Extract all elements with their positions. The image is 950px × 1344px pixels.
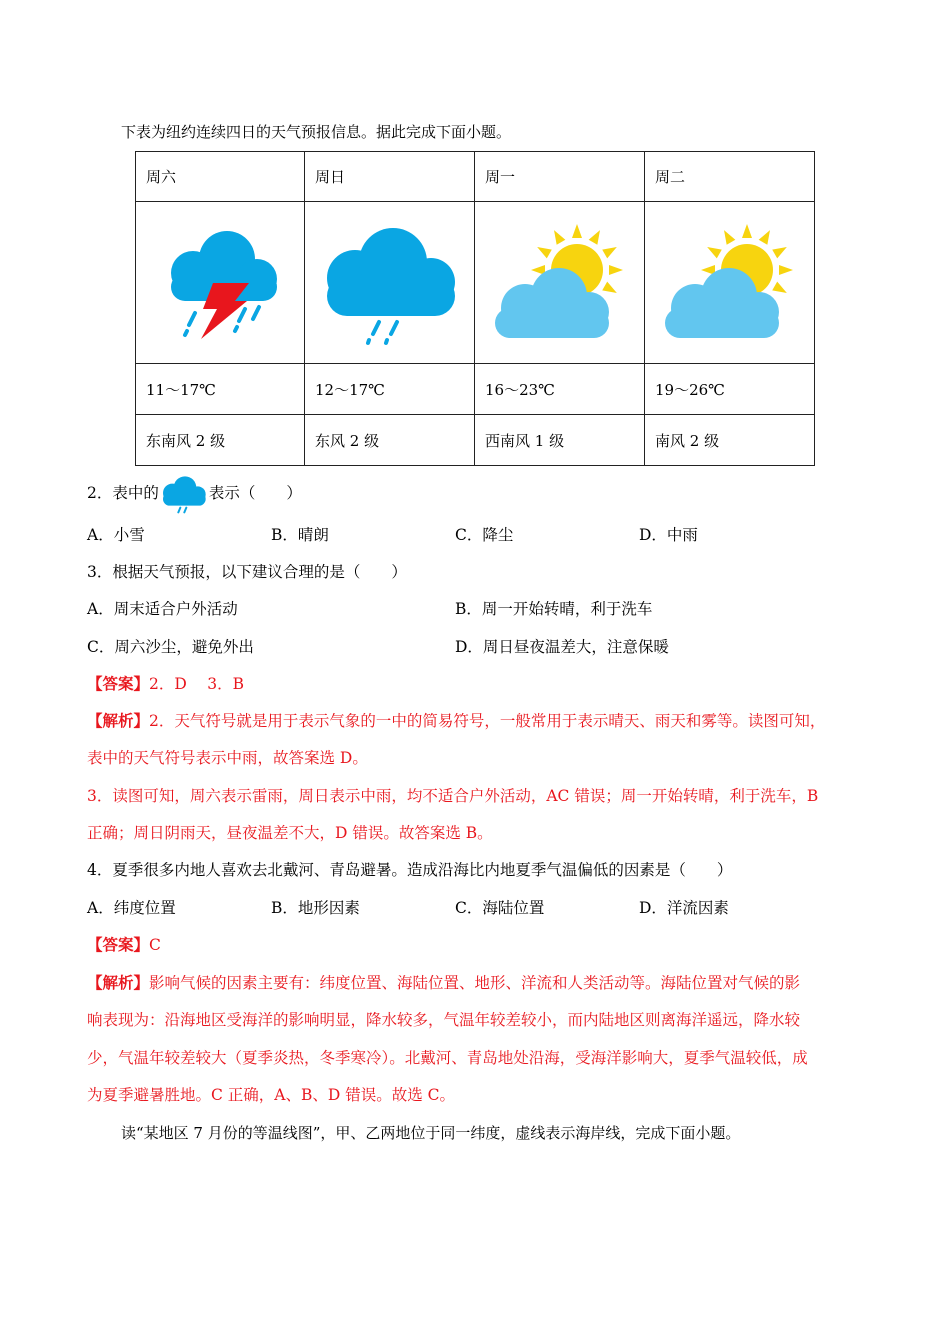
- day-header: 周二: [645, 152, 815, 202]
- explanation-2-3-line-2: 表中的天气符号表示中雨，故答案选 D。: [87, 749, 368, 767]
- explanation-tag: 【解析】: [87, 973, 150, 992]
- temp-range: 11～17℃: [136, 364, 305, 415]
- partly-sunny-icon: [655, 216, 805, 346]
- answer-text: 2．D 3．B: [149, 675, 244, 693]
- q2-option-c[interactable]: C．降尘: [455, 526, 514, 544]
- explanation-tag: 【解析】: [87, 711, 150, 730]
- explanation-2-3-line-3: 3．读图可知，周六表示雷雨，周日表示中雨，均不适合户外活动，AC 错误；周一开始转晴，利于洗车，B: [87, 787, 819, 805]
- day-header: 周一: [475, 152, 645, 202]
- weather-forecast-table: [135, 151, 815, 466]
- temp-range: 19～26℃: [645, 364, 815, 415]
- wind-info: 西南风 1 级: [475, 415, 645, 466]
- partly-sunny-icon: [485, 216, 635, 346]
- answer-text: C: [149, 936, 161, 954]
- answer-tag: 【答案】: [87, 674, 150, 693]
- day-header: 周六: [136, 152, 305, 202]
- question-4-stem: 4．夏季很多内地人喜欢去北戴河、青岛避暑。造成沿海比内地夏季气温偏低的因素是（ ）: [87, 861, 733, 879]
- answer-tag: 【答案】: [87, 935, 150, 954]
- q4-option-c[interactable]: C．海陆位置: [455, 899, 545, 917]
- temp-range: 12～17℃: [305, 364, 475, 415]
- question-2-stem: [87, 480, 302, 508]
- q3-option-b[interactable]: B．周一开始转晴，利于洗车: [455, 600, 653, 618]
- q2-option-b[interactable]: B．晴朗: [271, 526, 329, 544]
- q4-option-b[interactable]: B．地形因素: [271, 899, 360, 917]
- q4-option-d[interactable]: D．洋流因素: [639, 899, 729, 917]
- answer-4: [87, 935, 161, 955]
- explanation-4-line-2: 响表现为：沿海地区受海洋的影响明显，降水较多，气温年较差较小，而内陆地区则离海洋遥远，降水较: [87, 1011, 801, 1029]
- moderate-rain-icon: [159, 472, 209, 516]
- intro-text: 下表为纽约连续四日的天气预报信息。据此完成下面小题。: [121, 123, 512, 141]
- explanation-2-3-line-4: 正确；周日阴雨天，昼夜温差不大，D 错误。故答案选 B。: [87, 824, 493, 842]
- wind-info: 东南风 2 级: [136, 415, 305, 466]
- q3-option-d[interactable]: D．周日昼夜温差大，注意保暖: [455, 638, 669, 656]
- moderate-rain-icon: [315, 216, 465, 346]
- explanation-2-3-line-1: 【解析】2．天气符号就是用于表示气象的一中的简易符号，一般常用于表示晴天、雨天和雾等。读图可知，: [87, 711, 826, 730]
- next-section-intro: 读“某地区 7 月份的等温线图”，甲、乙两地位于同一纬度，虚线表示海岸线，完成下面小题。: [121, 1124, 741, 1142]
- explanation-4-line-3: 少，气温年较差较大（夏季炎热，冬季寒冷）。北戴河、青岛地处沿海，受海洋影响大，夏季气温较低，成: [87, 1049, 808, 1067]
- temp-range: 16～23℃: [475, 364, 645, 415]
- thunderstorm-icon: [155, 221, 285, 341]
- q2-option-a[interactable]: A．小雪: [87, 526, 145, 544]
- wind-info: 南风 2 级: [645, 415, 815, 466]
- q3-option-c[interactable]: C．周六沙尘，避免外出: [87, 638, 254, 656]
- q4-option-a[interactable]: A．纬度位置: [87, 899, 176, 917]
- q3-option-a[interactable]: A．周末适合户外活动: [87, 600, 238, 618]
- question-2-suffix: 表示（ ）: [208, 484, 302, 502]
- question-2-prefix: 2．表中的: [87, 484, 159, 502]
- question-3-stem: 3．根据天气预报，以下建议合理的是（ ）: [87, 563, 407, 581]
- day-header: 周日: [305, 152, 475, 202]
- wind-info: 东风 2 级: [305, 415, 475, 466]
- answer-2-3: [87, 674, 244, 694]
- q2-option-d[interactable]: D．中雨: [639, 526, 698, 544]
- explanation-4-line-4: 为夏季避暑胜地。C 正确，A、B、D 错误。故选 C。: [87, 1086, 456, 1104]
- explanation-4-line-1: 【解析】影响气候的因素主要有：纬度位置、海陆位置、地形、洋流和人类活动等。海陆位置对气候的影: [87, 973, 801, 992]
